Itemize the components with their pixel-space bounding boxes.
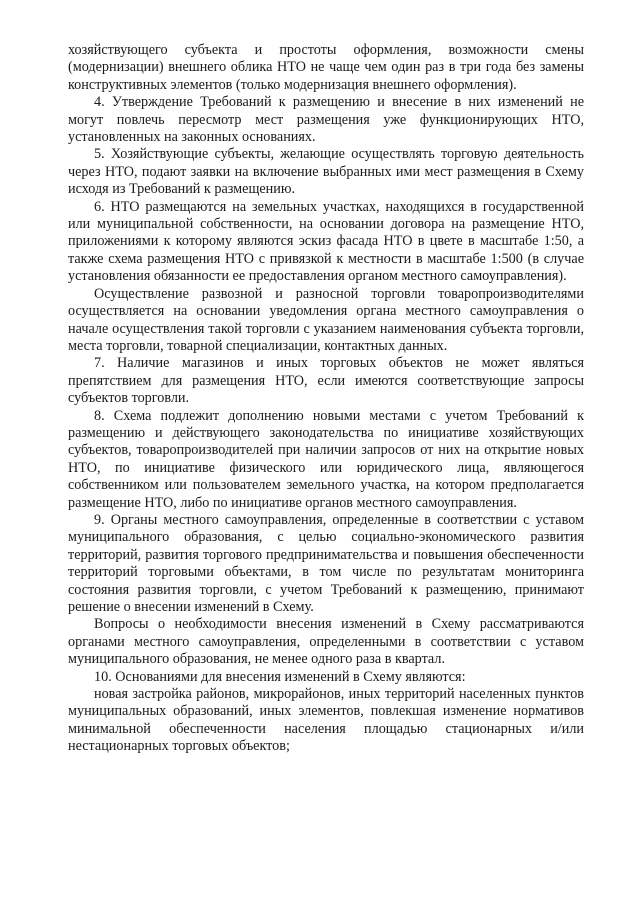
paragraph-item-7: 7. Наличие магазинов и иных торговых объектов не может являться препятствием для размещения НТО, если имеются соответствующие запросы субъектов торговли. <box>68 355 584 407</box>
paragraph-basis-new-development: новая застройка районов, микрорайонов, иных территорий населенных пунктов муниципальных образований, иных элементов, повлекшая изменение нормативов минимальной обеспеченности населения площадью стационарных и/или нестационарных торговых объектов; <box>68 686 584 755</box>
paragraph-item-6: 6. НТО размещаются на земельных участках, находящихся в государственной или муниципальной собственности, на основании договора на размещение НТО, приложениями к которому являются эскиз фасада НТО в цвете в масштабе 1:50, а также схема размещения НТО с привязкой к местности в масштабе 1:500 (в случае установления обязанности ее предоставления органом местного самоуправления). <box>68 198 584 285</box>
paragraph-item-10: 10. Основаниями для внесения изменений в Схему являются: <box>94 668 466 685</box>
paragraph-item-8: 8. Схема подлежит дополнению новыми местами с учетом Требований к размещению и действующего законодательства по инициативе хозяйствующих субъектов, товаропроизводителей при наличии запросов от них на открытие новых НТО, по инициативе физического или юридического лица, являющегося собственником или пользователем земельного участка, на котором предполагается размещение НТО, либо по инициативе органов местного самоуправления. <box>68 407 584 511</box>
paragraph-item-9: 9. Органы местного самоуправления, определенные в соответствии с уставом муниципального образования, с целью социально-экономического развития территорий, развития торгового предпринимательства и повышения обеспеченности территорий торговыми объектами, в том числе по результатам мониторинга состояния развития торговли, с учетом Требований к размещению, принимают решение о внесении изменений в Схему. <box>68 511 584 615</box>
paragraph-continuation: хозяйствующего субъекта и простоты оформления, возможности смены (модернизации) внешнего облика НТО не чаще чем один раз в три года без замены конструктивных элементов (только модернизация внешнего оформления). <box>68 42 584 93</box>
paragraph-mobile-trade: Осуществление развозной и разносной торговли товаропроизводителями осуществляется на основании уведомления органа местного самоуправления о начале осуществления такой торговли с указанием наименования субъекта торговли, места торговли, товарной специализации, контактных данных. <box>68 285 584 354</box>
paragraph-item-5: 5. Хозяйствующие субъекты, желающие осуществлять торговую деятельность через НТО, подают заявки на включение выбранных ими мест размещения в Схему исходя из Требований к размещению. <box>68 146 584 198</box>
paragraph-review-frequency: Вопросы о необходимости внесения изменений в Схему рассматриваются органами местного самоуправления, определенными в соответствии с уставом муниципального образования, не менее одного раза в квартал. <box>68 616 584 668</box>
paragraph-item-4: 4. Утверждение Требований к размещению и внесение в них изменений не могут повлечь пересмотр мест размещения уже функционирующих НТО, установленных на законных основаниях. <box>68 94 584 146</box>
